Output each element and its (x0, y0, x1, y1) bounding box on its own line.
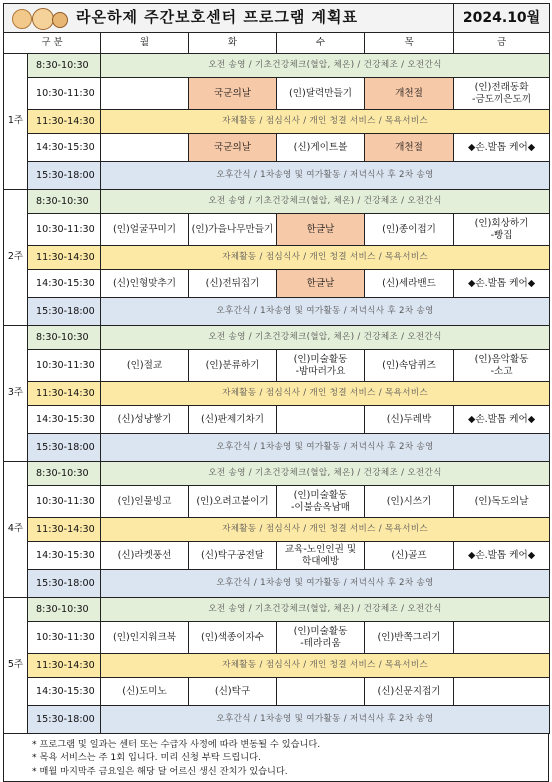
time-slot: 8:30-10:30 (28, 190, 101, 214)
program-cell: 개천절 (365, 78, 454, 110)
program-cell: 한글날 (277, 214, 365, 246)
schedule-row (4, 350, 550, 382)
program-cell: (인)전래동화 -금도끼은도끼 (454, 78, 550, 110)
time-slot: 8:30-10:30 (28, 598, 101, 622)
daily-routine: 오전 송영 / 기초건강체크(혈압, 체온) / 건강체조 / 오전간식 (101, 462, 550, 486)
schedule-row (4, 54, 550, 78)
notes (3, 734, 549, 782)
program-cell: ◆손.발톱 케어◆ (454, 542, 550, 570)
column-header: 구 분 (4, 33, 101, 54)
program-cell: (인)분류하기 (189, 350, 277, 382)
schedule-row (4, 678, 550, 706)
program-cell: 개천절 (365, 134, 454, 162)
time-slot: 8:30-10:30 (28, 326, 101, 350)
daily-routine: 오후간식 / 1차송영 및 여가활동 / 저녁식사 후 2차 송영 (101, 570, 550, 598)
note-line: * 목욕 서비스는 주 1회 입니다. 미리 신청 부탁 드립니다. (32, 752, 261, 764)
time-slot: 14:30-15:30 (28, 678, 101, 706)
daily-routine: 자체활동 / 점심식사 / 개인 청결 서비스 / 목욕서비스 (101, 518, 550, 542)
program-cell: (신)탁구 (189, 678, 277, 706)
time-slot: 14:30-15:30 (28, 270, 101, 298)
column-header: 화 (189, 33, 277, 54)
header-row (4, 4, 550, 33)
program-cell (277, 406, 365, 434)
note-line: * 매월 마지막주 금요일은 해당 달 어르신 생신 잔치가 있습니다. (32, 765, 288, 777)
time-slot: 10:30-11:30 (28, 78, 101, 110)
schedule-row (4, 486, 550, 518)
time-slot: 14:30-15:30 (28, 134, 101, 162)
daily-routine: 오전 송영 / 기초건강체크(혈압, 체온) / 건강체조 / 오전간식 (101, 190, 550, 214)
program-cell (101, 78, 189, 110)
time-slot: 14:30-15:30 (28, 406, 101, 434)
program-cell: ◆손.발톱 케어◆ (454, 134, 550, 162)
note-line: * 프로그램 및 일과는 센터 또는 수급자 사정에 따라 변동될 수 있습니다. (32, 739, 321, 750)
program-cell: (인)인물빙고 (101, 486, 189, 518)
schedule-row (4, 382, 550, 406)
time-slot: 14:30-15:30 (28, 542, 101, 570)
schedule-row (4, 654, 550, 678)
schedule-row (4, 326, 550, 350)
schedule-row (4, 298, 550, 326)
program-cell: (신)게이트볼 (277, 134, 365, 162)
time-slot: 15:30-18:00 (28, 706, 101, 734)
program-cell: (신)세라밴드 (365, 270, 454, 298)
week-label: 2주 (4, 190, 28, 326)
schedule-row (4, 518, 550, 542)
time-slot: 15:30-18:00 (28, 570, 101, 598)
program-cell: (인)미술활동 -밤따러가요 (277, 350, 365, 382)
program-cell: ◆손.발톱 케어◆ (454, 406, 550, 434)
schedule-row (4, 246, 550, 270)
program-cell: (신)두레박 (365, 406, 454, 434)
program-cell: (신)판제기차기 (189, 406, 277, 434)
program-cell: (인)색종이자수 (189, 622, 277, 654)
time-slot: 15:30-18:00 (28, 162, 101, 190)
program-cell: (인)속담퀴즈 (365, 350, 454, 382)
week-label: 3주 (4, 326, 28, 462)
program-cell (454, 678, 550, 706)
schedule-table (3, 3, 550, 734)
time-slot: 11:30-14:30 (28, 518, 101, 542)
program-cell: (신)탁구공전달 (189, 542, 277, 570)
column-header: 월 (101, 33, 189, 54)
schedule-row (4, 462, 550, 486)
daily-routine: 오전 송영 / 기초건강체크(혈압, 체온) / 건강체조 / 오전간식 (101, 54, 550, 78)
column-header-row (4, 33, 550, 54)
daily-routine: 오후간식 / 1차송영 및 여가활동 / 저녁식사 후 2차 송영 (101, 434, 550, 462)
program-cell: 국군의날 (189, 134, 277, 162)
time-slot: 11:30-14:30 (28, 654, 101, 678)
program-cell: 한글날 (277, 270, 365, 298)
schedule-row (4, 598, 550, 622)
time-slot: 8:30-10:30 (28, 462, 101, 486)
program-cell: (인)얼굴꾸미기 (101, 214, 189, 246)
schedule-row (4, 706, 550, 734)
schedule-row (4, 190, 550, 214)
program-cell: 교육-노인인권 및 학대예방 (277, 542, 365, 570)
time-slot: 11:30-14:30 (28, 246, 101, 270)
time-slot: 10:30-11:30 (28, 214, 101, 246)
week-label: 5주 (4, 598, 28, 734)
schedule-row (4, 434, 550, 462)
daily-routine: 자체활동 / 점심식사 / 개인 청결 서비스 / 목욕서비스 (101, 110, 550, 134)
time-slot: 10:30-11:30 (28, 350, 101, 382)
program-cell: (신)골프 (365, 542, 454, 570)
schedule-row (4, 570, 550, 598)
month-label: 2024.10월 (454, 4, 550, 33)
program-cell (454, 622, 550, 654)
elderly-logo-icon (10, 6, 68, 30)
time-slot: 10:30-11:30 (28, 622, 101, 654)
program-cell: (신)성냥쌓기 (101, 406, 189, 434)
schedule-row (4, 162, 550, 190)
schedule-row (4, 214, 550, 246)
program-cell (277, 678, 365, 706)
daily-routine: 자체활동 / 점심식사 / 개인 청결 서비스 / 목욕서비스 (101, 654, 550, 678)
program-cell: (인)음악활동 -소고 (454, 350, 550, 382)
column-header: 목 (365, 33, 454, 54)
program-cell: (인)독도의날 (454, 486, 550, 518)
program-cell: 국군의날 (189, 78, 277, 110)
program-cell: (신)전뒤집기 (189, 270, 277, 298)
program-cell: (신)도미노 (101, 678, 189, 706)
program-cell: (인)미술활동 -테라리움 (277, 622, 365, 654)
schedule-row (4, 622, 550, 654)
program-cell: (인)절교 (101, 350, 189, 382)
schedule-row (4, 110, 550, 134)
program-cell: (인)회상하기 -빵집 (454, 214, 550, 246)
time-slot: 11:30-14:30 (28, 382, 101, 406)
program-cell: (인)달력만들기 (277, 78, 365, 110)
week-label: 1주 (4, 54, 28, 190)
schedule-row (4, 78, 550, 110)
time-slot: 15:30-18:00 (28, 434, 101, 462)
program-cell: (신)라켓풍선 (101, 542, 189, 570)
time-slot: 15:30-18:00 (28, 298, 101, 326)
time-slot: 8:30-10:30 (28, 54, 101, 78)
schedule-row (4, 406, 550, 434)
daily-routine: 오전 송영 / 기초건강체크(혈압, 체온) / 건강체조 / 오전간식 (101, 326, 550, 350)
schedule-page (3, 3, 549, 782)
daily-routine: 오전 송영 / 기초건강체크(혈압, 체온) / 건강체조 / 오전간식 (101, 598, 550, 622)
program-cell: (인)반쪽그리기 (365, 622, 454, 654)
program-cell: (신)인형맞추기 (101, 270, 189, 298)
program-cell: (인)미술활동 -이불솜옥남매 (277, 486, 365, 518)
daily-routine: 오후간식 / 1차송영 및 여가활동 / 저녁식사 후 2차 송영 (101, 706, 550, 734)
week-label: 4주 (4, 462, 28, 598)
column-header: 수 (277, 33, 365, 54)
daily-routine: 오후간식 / 1차송영 및 여가활동 / 저녁식사 후 2차 송영 (101, 162, 550, 190)
program-cell: ◆손.발톱 케어◆ (454, 270, 550, 298)
program-cell: (인)시쓰기 (365, 486, 454, 518)
program-cell: (인)종이접기 (365, 214, 454, 246)
page-title: 라온하제 주간보호센터 프로그램 계획표 (76, 8, 358, 27)
program-cell: (신)신문지접기 (365, 678, 454, 706)
daily-routine: 자체활동 / 점심식사 / 개인 청결 서비스 / 목욕서비스 (101, 382, 550, 406)
daily-routine: 자체활동 / 점심식사 / 개인 청결 서비스 / 목욕서비스 (101, 246, 550, 270)
program-cell: (인)오려고붙이기 (189, 486, 277, 518)
column-header: 금 (454, 33, 550, 54)
schedule-row (4, 542, 550, 570)
time-slot: 10:30-11:30 (28, 486, 101, 518)
program-cell: (인)인지워크북 (101, 622, 189, 654)
program-cell: (인)가을나무만들기 (189, 214, 277, 246)
schedule-row (4, 270, 550, 298)
title-cell (4, 4, 454, 33)
daily-routine: 오후간식 / 1차송영 및 여가활동 / 저녁식사 후 2차 송영 (101, 298, 550, 326)
time-slot: 11:30-14:30 (28, 110, 101, 134)
schedule-row (4, 134, 550, 162)
program-cell (101, 134, 189, 162)
